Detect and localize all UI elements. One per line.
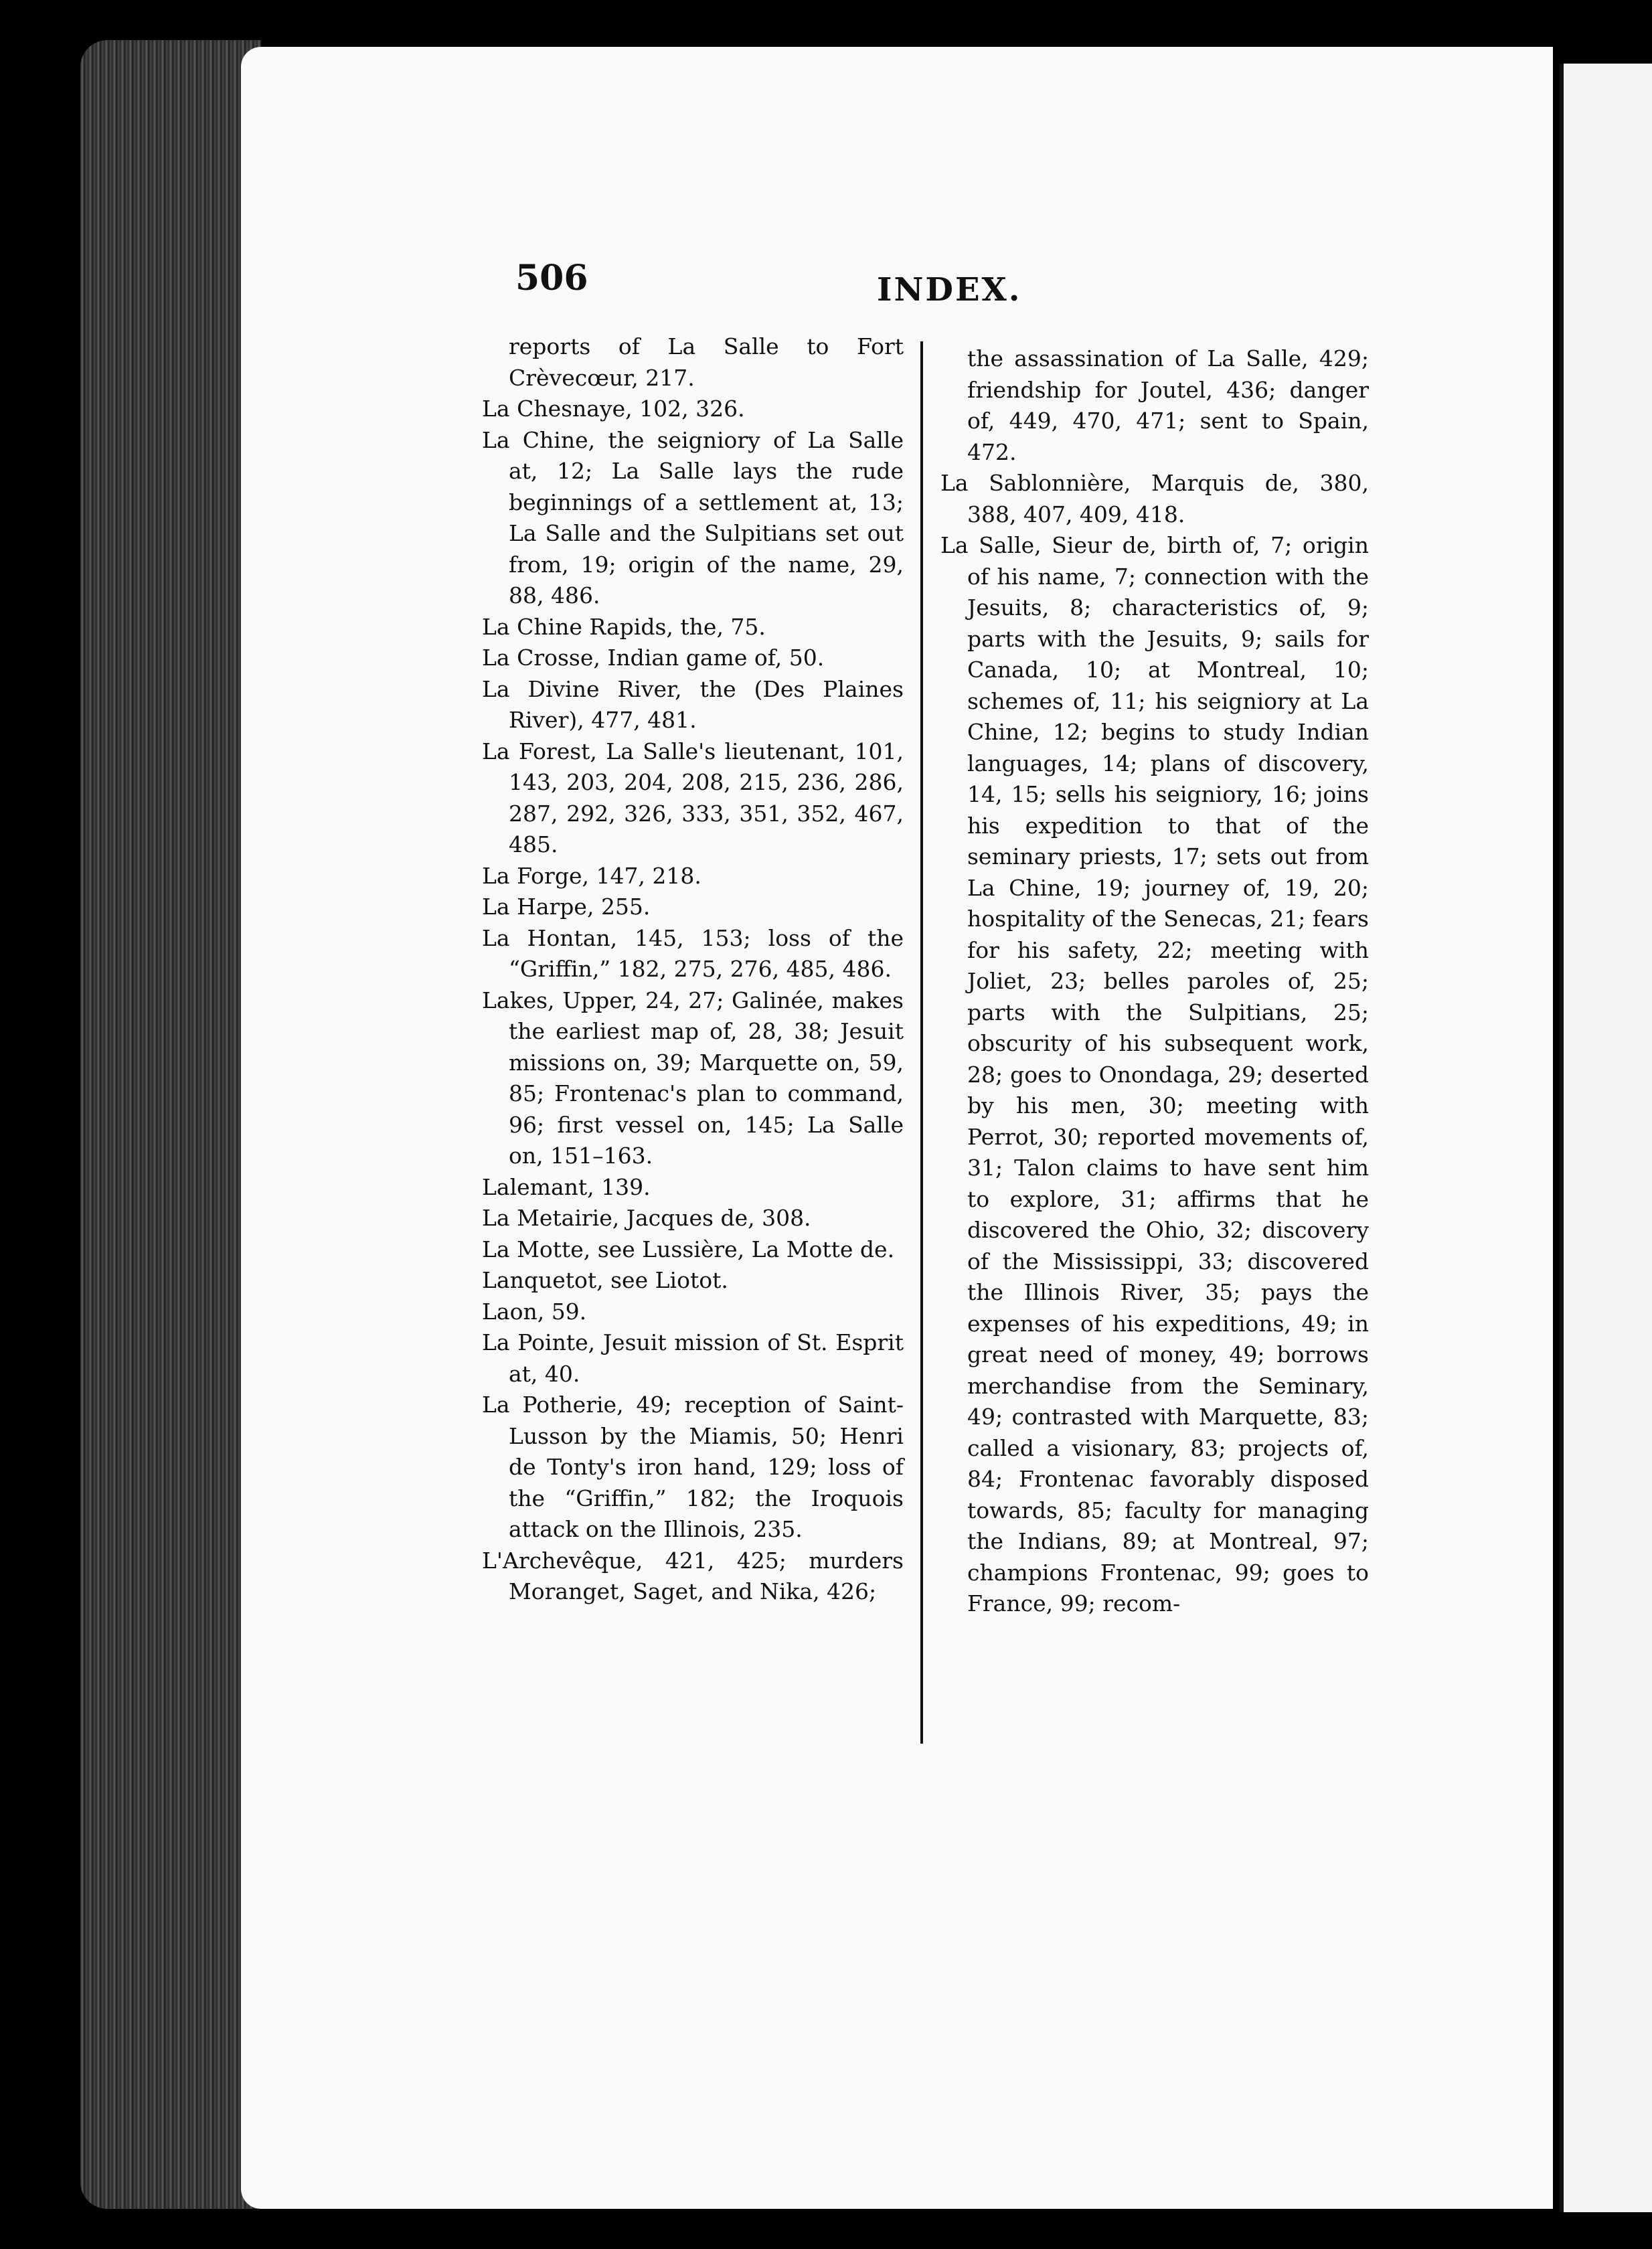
index-entry: La Divine River, the (Des Plaines River), 477, 481. bbox=[482, 675, 904, 733]
index-entry: La Chesnaye, 102, 326. bbox=[482, 396, 745, 422]
facing-page-edge bbox=[1560, 64, 1652, 2212]
index-column-right bbox=[940, 343, 1369, 1620]
book-binding-edge bbox=[80, 40, 261, 2209]
index-entry: La Harpe, 255. bbox=[482, 894, 651, 920]
index-entry: La Hontan, 145, 153; loss of the “Griffin,” 182, 275, 276, 485, 486. bbox=[482, 924, 904, 982]
index-entry: La Crosse, Indian game of, 50. bbox=[482, 645, 825, 671]
index-entry: Lalemant, 139. bbox=[482, 1173, 651, 1200]
column-divider bbox=[920, 341, 923, 1744]
index-entry: Laon, 59. bbox=[482, 1298, 587, 1325]
index-entry: La Chine Rapids, the, 75. bbox=[482, 613, 766, 640]
index-entry: the assassination of La Salle, 429; friendship for Joutel, 436; danger of, 449, 470, 471; sent to Spain, 472. bbox=[967, 345, 1369, 465]
page-number: 506 bbox=[515, 258, 588, 299]
index-entry: La Forest, La Salle's lieutenant, 101, 143, 203, 204, 208, 215, 236, 286, 287, 292, 326, 333, 351, 352, 467, 485. bbox=[482, 738, 904, 857]
index-entry: La Chine, the seigniory of La Salle at, 12; La Salle lays the rude beginnings of a settlement at, 13; La Salle and the Sulpitians set out from, 19; origin of the name, 29, 88, 486. bbox=[482, 426, 904, 608]
running-head: INDEX. bbox=[877, 271, 1022, 309]
index-entry: Lakes, Upper, 24, 27; Galinée, makes the earliest map of, 28, 38; Jesuit missions on, 39; Marquette on, 59, 85; Frontenac's plan to command, 96; first vessel on, 145; La Salle on, 151–163. bbox=[482, 987, 904, 1169]
index-entry: La Potherie, 49; reception of Saint-Lusson by the Miamis, 50; Henri de Tonty's iron hand, 129; loss of the “Griffin,” 182; the Iroquois attack on the Illinois, 235. bbox=[482, 1392, 904, 1542]
index-entry: La Pointe, Jesuit mission of St. Esprit at, 40. bbox=[482, 1329, 904, 1387]
index-entry: La Sablonnière, Marquis de, 380, 388, 407, 409, 418. bbox=[940, 470, 1369, 527]
index-entry: La Salle, Sieur de, birth of, 7; origin of his name, 7; connection with the Jesuits, 8; characteristics of, 9; parts with the Jesuits, 9; sails for Canada, 10; at Montreal, 10; schemes of, 11; his seigniory at La Chine, 12; begins to study Indian languages, 14; plans of discovery, 14, 15; sells his seigniory, 16; joins his expedition to that of the seminary priests, 17; sets out from La Chine, 19; journey of, 19, 20; hospitality of the Senecas, 21; fears for his safety, 22; meeting with Joliet, 23; belles paroles of, 25; parts with the Sulpitians, 25; obscurity of his subsequent work, 28; goes to Onondaga, 29; deserted by his men, 30; meeting with Perrot, 30; reported movements of, 31; Talon claims to have sent him to explore, 31; affirms that he discovered the Ohio, 32; discovery of the Mississippi, 33; discovered the Illinois River, 35; pays the expenses of his expeditions, 49; in great need of money, 49; borrows merchandise from the Seminary, 49; contrasted with Marquette, 83; called a visionary, 83; projects of, 84; Frontenac favorably disposed towards, 85; faculty for managing the Indians, 89; at Montreal, 97; champions Frontenac, 99; goes to France, 99; recom- bbox=[940, 532, 1369, 1616]
index-entry: La Motte, see Lussière, La Motte de. bbox=[482, 1236, 895, 1262]
index-entry: L'Archevêque, 421, 425; murders Moranget, Saget, and Nika, 426; bbox=[482, 1547, 904, 1604]
index-entry: Lanquetot, see Liotot. bbox=[482, 1267, 728, 1293]
index-entry: La Forge, 147, 218. bbox=[482, 862, 701, 889]
index-entry: reports of La Salle to Fort Crèvecœur, 217. bbox=[509, 333, 904, 391]
index-column-left bbox=[482, 331, 904, 1608]
index-entry: La Metairie, Jacques de, 308. bbox=[482, 1205, 811, 1231]
